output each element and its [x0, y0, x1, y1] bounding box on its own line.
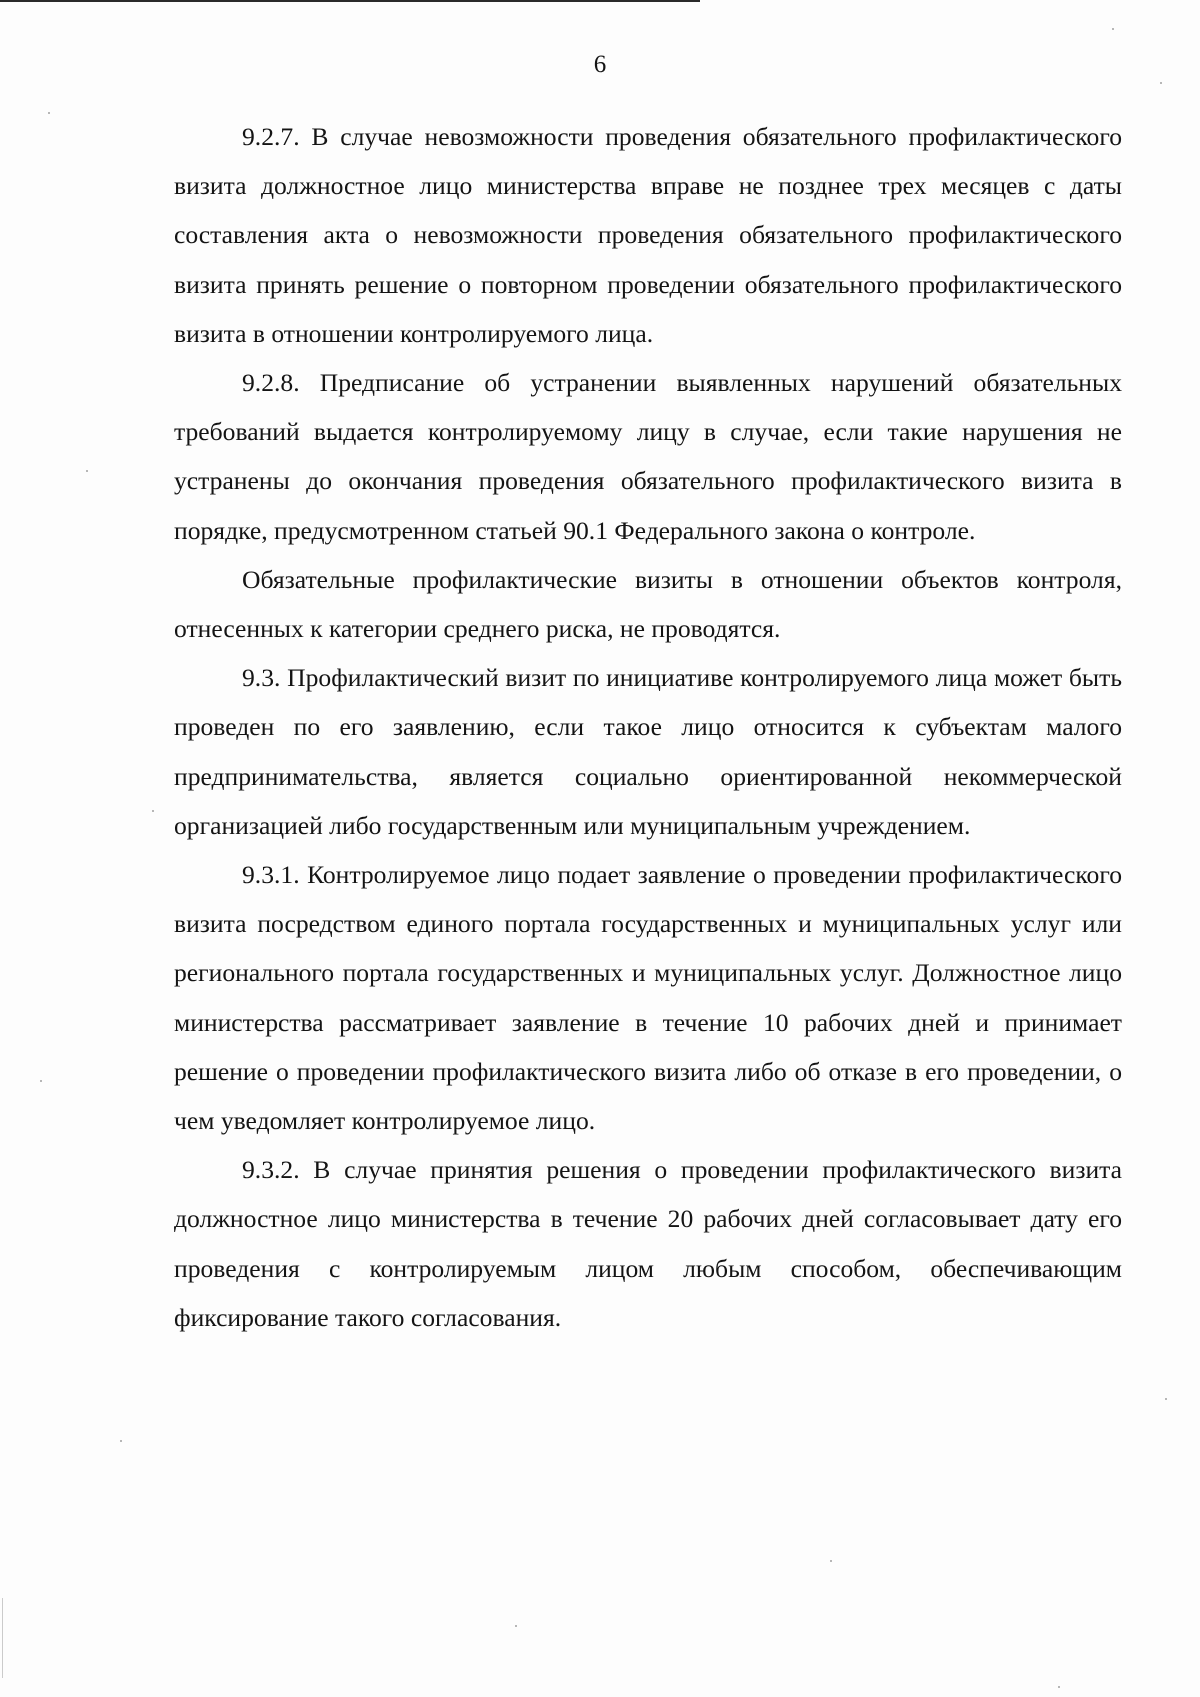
- scan-speck: [48, 112, 50, 114]
- scan-speck: [830, 1560, 832, 1562]
- scan-speck: [1058, 1686, 1060, 1688]
- scan-speck: [1165, 1398, 1167, 1400]
- scan-speck: [120, 1440, 122, 1442]
- scan-speck: [86, 470, 88, 472]
- paragraph-medium-risk-note: Обязательные профилактические визиты в отношении объектов контроля, отнесенных к категории среднего риска, не проводятся.: [174, 564, 1122, 644]
- paragraph-9-2-8: 9.2.8. Предписание об устранении выявленных нарушений обязательных требований выдается контролируемому лицу в случае, если такие нарушения не устранены до окончания проведения обязательного профилактического визита в порядке, предусмотренном статьей 90.1 Федерального закона о контроле.: [174, 368, 1122, 545]
- scan-speck: [515, 1625, 517, 1627]
- paragraph-9-2-7: 9.2.7. В случае невозможности проведения обязательного профилактического визита должностное лицо министерства вправе не позднее трех месяцев с даты составления акта о невозможности проведения обязательного профилактического визита принять решение о повторном проведении обязательного профилактического визита в отношении контролируемого лица.: [174, 122, 1122, 348]
- document-body: [174, 112, 1122, 1342]
- scan-edge-mark: [2, 1598, 3, 1678]
- scan-speck: [1112, 28, 1114, 30]
- paragraph-9-3: 9.3. Профилактический визит по инициативе контролируемого лица может быть проведен по его заявлению, если такое лицо относится к субъектам малого предпринимательства, является социально ориентированной некоммерческой организацией либо государственным или муниципальным учреждением.: [174, 663, 1122, 840]
- scan-speck: [152, 810, 154, 812]
- scan-speck: [40, 1080, 42, 1082]
- page-number: 6: [593, 51, 607, 78]
- top-scan-edge-line: [0, 0, 700, 2]
- paragraph-9-3-2: 9.3.2. В случае принятия решения о проведении профилактического визита должностное лицо министерства в течение 20 рабочих дней согласовывает дату его проведения с контролируемым лицом любым способом, обеспечивающим фиксирование такого согласования.: [174, 1155, 1122, 1332]
- scan-speck: [1160, 82, 1162, 84]
- paragraph-9-3-1: 9.3.1. Контролируемое лицо подает заявление о проведении профилактического визита посредством единого портала государственных и муниципальных услуг или регионального портала государственных и муниципальных услуг. Должностное лицо министерства рассматривает заявление в течение 10 рабочих дней и принимает решение о проведении профилактического визита либо об отказе в его проведении, о чем уведомляет контролируемое лицо.: [174, 860, 1122, 1136]
